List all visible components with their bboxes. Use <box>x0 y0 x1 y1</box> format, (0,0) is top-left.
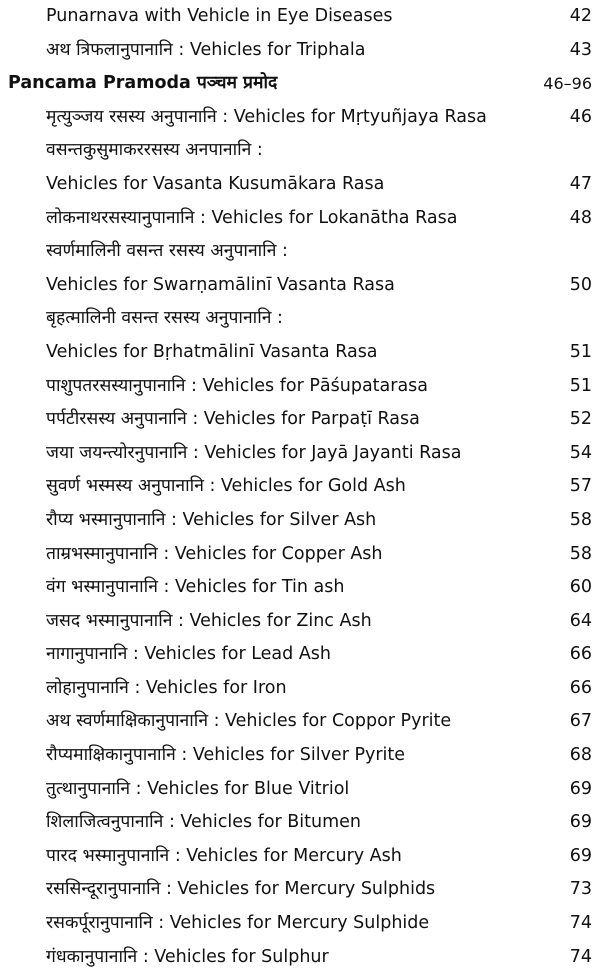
toc-entry <box>0 672 600 706</box>
entry-title: Vehicles for Bṛhatmālinī Vasanta Rasa <box>46 341 378 362</box>
entry-title: जसद भस्मानुपानानि : Vehicles for Zinc Ash <box>46 610 372 631</box>
toc-entry <box>0 907 600 941</box>
entry-title: रसकर्पूरानुपानानि : Vehicles for Mercury Sulphide <box>46 913 430 934</box>
entry-title: पर्पटीरसस्य अनुपानानि : Vehicles for Parpaṭī Rasa <box>46 409 420 430</box>
toc-entry <box>0 873 600 907</box>
entry-title: Vehicles for Swarṇamālinī Vasanta Rasa <box>46 274 395 295</box>
section-heading <box>0 67 600 101</box>
section-page-range: 46–96 <box>543 74 592 94</box>
entry-title: वंग भस्मानुपानानि : Vehicles for Tin ash <box>46 577 345 598</box>
entry-title: Vehicles for Vasanta Kusumākara Rasa <box>46 173 385 194</box>
section-title: Pancama Pramoda पञ्चम प्रमोद <box>8 73 278 94</box>
toc-entry <box>0 773 600 807</box>
entry-title: लोहानुपानानि : Vehicles for Iron <box>46 677 287 698</box>
toc-entry <box>0 538 600 572</box>
entry-page-number: 51 <box>569 375 592 396</box>
toc-entry <box>0 840 600 874</box>
entry-title: अथ स्वर्णमाक्षिकानुपानानि : Vehicles for Coppor Pyrite <box>46 711 452 732</box>
entry-page-number: 74 <box>569 946 592 967</box>
entry-title: पारद भस्मानुपानानि : Vehicles for Mercury Ash <box>46 845 402 866</box>
toc-entry <box>0 941 600 974</box>
entry-title: मृत्युञ्जय रसस्य अनुपानानि : Vehicles for Mṛtyuñjaya Rasa <box>46 106 487 127</box>
toc-entry <box>0 437 600 471</box>
toc-entry <box>0 134 600 168</box>
entry-page-number: 66 <box>569 644 592 665</box>
toc-entry <box>0 470 600 504</box>
toc-entry <box>0 370 600 404</box>
entry-page-number: 46 <box>569 106 592 127</box>
entry-title: गंधकानुपानानि : Vehicles for Sulphur <box>46 946 329 967</box>
entry-title: Punarnava with Vehicle in Eye Diseases <box>46 6 393 26</box>
entry-title: नागानुपानानि : Vehicles for Lead Ash <box>46 644 331 665</box>
entry-page-number: 68 <box>569 745 592 766</box>
entry-title: शिलाजित्वनुपानानि : Vehicles for Bitumen <box>46 812 362 833</box>
entry-title: रससिन्दूरानुपानानि : Vehicles for Mercury Sulphids <box>46 879 436 900</box>
entry-page-number: 64 <box>569 610 592 631</box>
toc-entry <box>0 739 600 773</box>
entry-page-number: 43 <box>569 39 592 60</box>
toc-entry <box>0 403 600 437</box>
entry-page-number: 67 <box>569 711 592 732</box>
entry-page-number: 69 <box>569 778 592 799</box>
entry-title: रौप्य भस्मानुपानानि : Vehicles for Silver Ash <box>46 509 377 530</box>
entry-title: अथ त्रिफलानुपानानि : Vehicles for Triphala <box>46 39 366 60</box>
entry-page-number: 54 <box>569 442 592 463</box>
toc-entry <box>0 235 600 269</box>
entry-page-number: 58 <box>569 509 592 530</box>
toc-entry <box>0 302 600 336</box>
entry-page-number: 60 <box>569 577 592 598</box>
entry-page-number: 50 <box>569 274 592 295</box>
entry-page-number: 48 <box>569 207 592 228</box>
toc-entry <box>0 504 600 538</box>
toc-entry <box>0 0 600 34</box>
entry-page-number: 74 <box>569 913 592 934</box>
toc-entry <box>0 336 600 370</box>
entry-page-number: 52 <box>569 409 592 430</box>
toc-entry <box>0 806 600 840</box>
entry-page-number: 42 <box>569 6 592 26</box>
entry-title: तुत्थानुपानानि : Vehicles for Blue Vitriol <box>46 778 350 799</box>
entry-page-number: 69 <box>569 812 592 833</box>
entry-page-number: 47 <box>569 173 592 194</box>
entry-title: बृहत्मालिनी वसन्त रसस्य अनुपानानि : <box>46 308 283 329</box>
entry-title: लोकनाथरसस्यानुपानानि : Vehicles for Lokanātha Rasa <box>46 207 458 228</box>
entry-title: स्वर्णमालिनी वसन्त रसस्य अनुपानानि : <box>46 241 288 262</box>
entry-page-number: 58 <box>569 543 592 564</box>
entry-page-number: 69 <box>569 845 592 866</box>
toc-entry <box>0 34 600 68</box>
entry-title: जया जयन्त्योरनुपानानि : Vehicles for Jayā Jayanti Rasa <box>46 442 462 463</box>
entry-title: सुवर्ण भस्मस्य अनुपानानि : Vehicles for Gold Ash <box>46 476 406 497</box>
entry-title: वसन्तकुसुमाकररसस्य अनपानानि : <box>46 140 263 161</box>
toc-entry <box>0 705 600 739</box>
entry-page-number: 51 <box>569 341 592 362</box>
entry-title: रौप्यमाक्षिकानुपानानि : Vehicles for Silver Pyrite <box>46 745 406 766</box>
toc-entry <box>0 202 600 236</box>
entry-title: पाशुपतरसस्यानुपानानि : Vehicles for Pāśupatarasa <box>46 375 429 396</box>
entry-page-number: 73 <box>569 879 592 900</box>
toc-entry <box>0 168 600 202</box>
toc-entry <box>0 571 600 605</box>
entry-page-number: 57 <box>569 476 592 497</box>
toc-entry <box>0 605 600 639</box>
entry-title: ताम्रभस्मानुपानानि : Vehicles for Copper Ash <box>46 543 383 564</box>
toc-entry <box>0 638 600 672</box>
toc-entry <box>0 269 600 303</box>
toc-entry <box>0 101 600 135</box>
entry-page-number: 66 <box>569 677 592 698</box>
